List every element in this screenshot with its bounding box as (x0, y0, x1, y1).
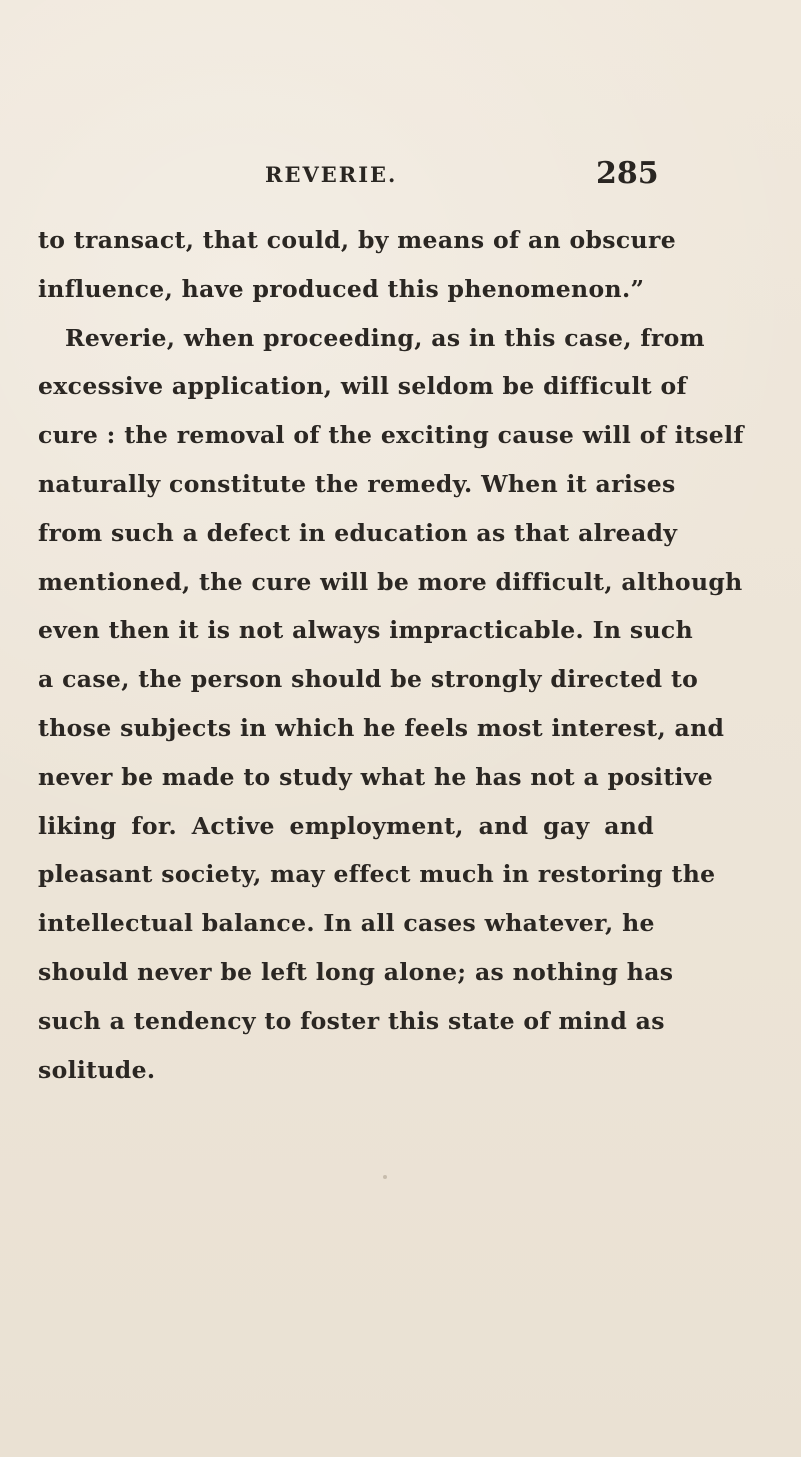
body-text (38, 216, 744, 1094)
text-line: naturally constitute the remedy. When it arises (38, 469, 676, 498)
page-number: 285 (596, 156, 659, 191)
text-line: those subjects in which he feels most interest, and (38, 713, 725, 742)
paper-speck (383, 1175, 387, 1179)
text-line: cure : the removal of the exciting cause will of itself (38, 421, 744, 450)
text-line: never be made to study what he has not a positive (38, 762, 714, 791)
text-line: mentioned, the cure will be more difficult, although (38, 567, 743, 596)
text-line: to transact, that could, by means of an obscure (38, 226, 677, 254)
text-line: pleasant society, may effect much in restoring the (38, 860, 716, 889)
page-header (0, 158, 801, 198)
running-head: REVERIE. (265, 162, 398, 187)
text-line: should never be left long alone; as nothing has (38, 957, 674, 986)
text-line: Reverie, when proceeding, as in this case, from (65, 323, 705, 352)
text-line: even then it is not always impracticable. In such (38, 616, 694, 645)
text-line: such a tendency to foster this state of mind as (38, 1006, 665, 1035)
text-line: a case, the person should be strongly directed to (38, 665, 699, 694)
text-line: liking for. Active employment, and gay and (38, 811, 654, 840)
text-line: excessive application, will seldom be difficult of (38, 372, 687, 401)
text-line: influence, have produced this phenomenon.” (38, 274, 645, 303)
text-line: solitude. (38, 1055, 156, 1084)
text-line: intellectual balance. In all cases whatever, he (38, 909, 655, 938)
text-line: from such a defect in education as that already (38, 518, 678, 547)
